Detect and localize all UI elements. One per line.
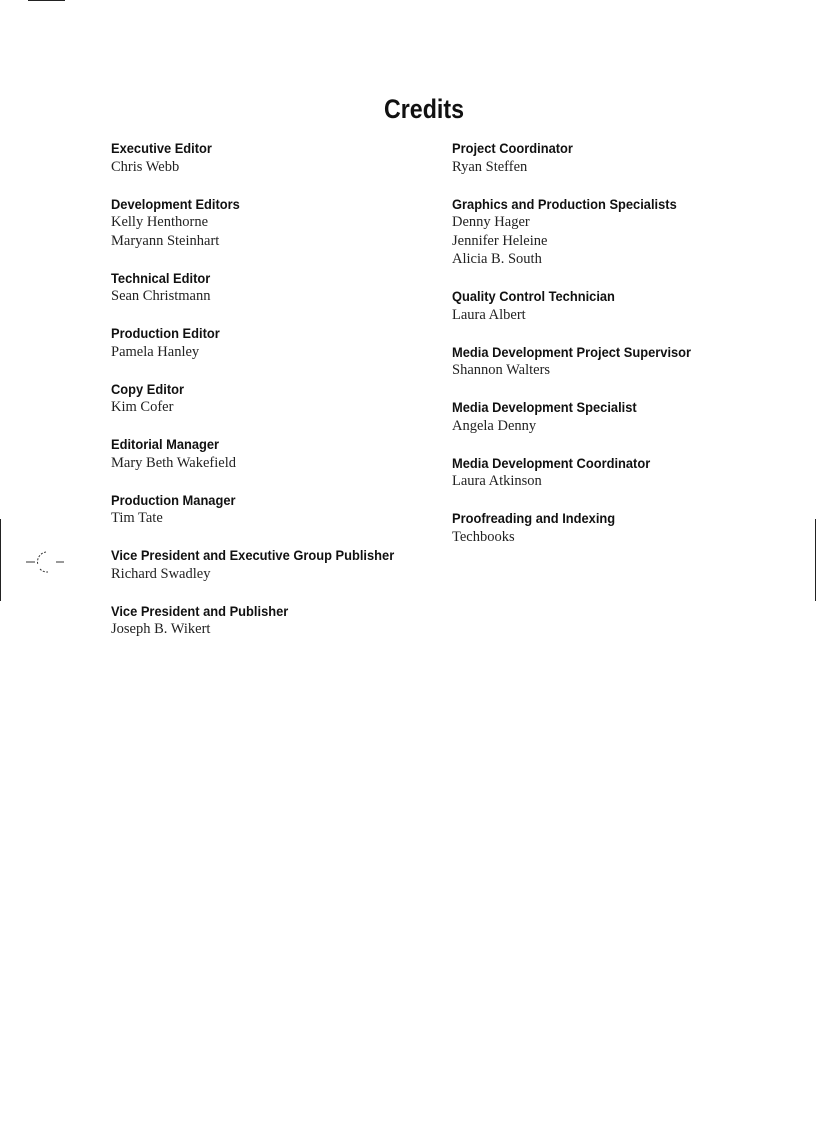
credit-name: Richard Swadley [111, 565, 211, 582]
credit-role: Production Manager [111, 491, 236, 508]
credit-entry [111, 491, 441, 528]
credit-name: Sean Christmann [111, 288, 211, 304]
credit-role: Executive Editor [111, 140, 212, 156]
page-title: Credits [383, 94, 465, 124]
credit-role: Media Development Specialist [452, 399, 637, 415]
credit-role: Vice President and Executive Group Publisher [111, 547, 395, 563]
credit-name: Laura Atkinson [452, 473, 542, 489]
crop-mark-left-edge [0, 519, 1, 601]
credits-right-column [452, 139, 792, 565]
credit-name: Denny Hager [452, 214, 530, 230]
credit-role: Development Editors [111, 195, 240, 212]
credit-name: Laura Albert [452, 306, 526, 323]
credit-entry [111, 435, 441, 472]
credit-role: Production Editor [111, 325, 220, 341]
credit-entry [452, 287, 792, 324]
credit-entry [111, 269, 441, 306]
credit-entry [452, 509, 792, 546]
credit-name: Ryan Steffen [452, 158, 528, 175]
credit-entry [111, 139, 441, 176]
credit-entry [111, 195, 441, 251]
credit-name: Pamela Hanley [111, 343, 200, 360]
credit-entry [452, 139, 792, 176]
credit-name: Chris Webb [111, 158, 180, 175]
credit-entry [111, 602, 441, 639]
credit-entry [452, 195, 792, 269]
credit-name: Joseph B. Wikert [111, 621, 211, 637]
credit-entry [111, 380, 441, 417]
credits-left-column [111, 139, 441, 657]
credit-role: Media Development Coordinator [452, 454, 651, 471]
registration-mark-icon [26, 549, 66, 575]
credit-name: Techbooks [452, 528, 515, 545]
credit-entry [111, 324, 441, 361]
credit-name: Angela Denny [452, 417, 537, 434]
credit-name: Kim Cofer [111, 399, 174, 415]
credit-role: Graphics and Production Specialists [452, 195, 677, 212]
credit-name: Kelly Henthorne [111, 214, 209, 230]
credit-role: Technical Editor [111, 269, 211, 286]
credit-role: Quality Control Technician [452, 288, 615, 304]
credit-entry [111, 546, 441, 583]
credit-name: Maryann Steinhart [111, 232, 220, 249]
credit-name: Jennifer Heleine [452, 232, 548, 249]
credit-role: Proofreading and Indexing [452, 510, 616, 526]
credit-role: Vice President and Publisher [111, 602, 289, 619]
credit-entry [452, 398, 792, 435]
credit-role: Media Development Project Supervisor [452, 343, 692, 360]
credit-name: Shannon Walters [452, 362, 551, 378]
credit-role: Editorial Manager [111, 436, 220, 452]
credit-role: Copy Editor [111, 380, 184, 397]
credit-name: Mary Beth Wakefield [111, 454, 236, 471]
credit-name: Tim Tate [111, 510, 163, 526]
credit-entry [452, 454, 792, 491]
credit-entry [452, 343, 792, 380]
credit-role: Project Coordinator [452, 140, 573, 156]
credit-name: Alicia B. South [452, 251, 542, 267]
crop-mark-top [28, 0, 65, 1]
